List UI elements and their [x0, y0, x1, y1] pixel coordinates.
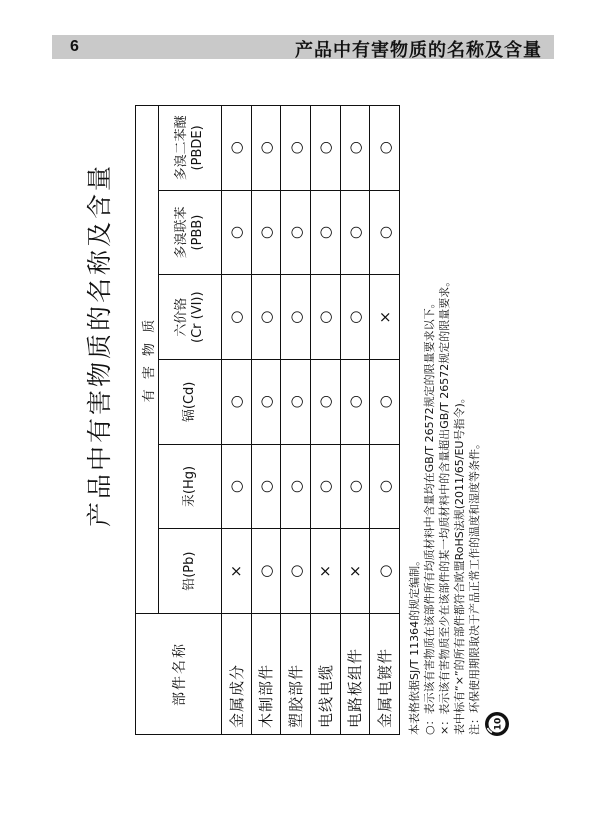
compliant-mark: ○	[310, 190, 340, 275]
logo-text: 10	[493, 717, 504, 731]
compliant-mark: ○	[340, 444, 370, 529]
compliant-mark: ○	[251, 360, 281, 445]
compliant-mark: ○	[251, 275, 281, 360]
part-name: 电路板组件	[340, 614, 370, 735]
page-number: 6	[70, 38, 79, 55]
compliant-mark: ○	[222, 360, 252, 445]
compliant-mark: ○	[370, 190, 400, 275]
substance-name: 铅(Pb)	[182, 551, 197, 591]
part-name: 木制部件	[251, 614, 281, 735]
notes	[407, 105, 467, 735]
table-row	[222, 106, 252, 735]
compliant-mark: ○	[340, 106, 370, 191]
substance-header	[159, 106, 222, 191]
substance-symbol: (PBB)	[190, 214, 205, 251]
substance-header	[159, 444, 222, 529]
epup-10-logo-icon	[484, 711, 510, 737]
table-row	[370, 106, 400, 735]
table-row	[281, 106, 311, 735]
part-name: 金属成分	[222, 614, 252, 735]
substance-name: 多溴联苯	[174, 206, 189, 259]
compliant-mark: ○	[222, 106, 252, 191]
compliant-mark: ○	[251, 529, 281, 614]
table-row	[251, 106, 281, 735]
substance-symbol: (PBDE)	[190, 125, 205, 171]
compliant-mark: ○	[340, 360, 370, 445]
compliant-mark: ○	[310, 275, 340, 360]
compliant-mark: ○	[281, 444, 311, 529]
substance-symbol: (Cr (VI))	[190, 291, 205, 343]
note-line: 本表格依据SJ/T 11364的规定编制。	[408, 554, 421, 735]
exceeds-mark: ×	[310, 529, 340, 614]
page-title: 产品中有害物质的名称及含量	[85, 163, 114, 528]
note-line: ○：表示该有害物质在该部件所有均质材料中含量均在GB/T 26572规定的限量要求以下。	[423, 297, 436, 735]
exceeds-mark: ×	[222, 529, 252, 614]
compliant-mark: ○	[222, 275, 252, 360]
substance-name: 镉(Cd)	[182, 381, 197, 423]
rotated-content	[80, 95, 520, 745]
substance-header	[159, 529, 222, 614]
substance-name: 六价铬	[174, 297, 189, 337]
compliant-mark: ○	[281, 360, 311, 445]
compliant-mark: ○	[222, 444, 252, 529]
compliant-mark: ○	[340, 190, 370, 275]
substance-header	[159, 190, 222, 275]
part-name: 电线电缆	[310, 614, 340, 735]
part-name: 塑胶部件	[281, 614, 311, 735]
hazardous-substance-table	[135, 105, 400, 735]
note-environmental: 注：环保使用期限取决于产品正常工作的温度和湿度等条件。	[468, 438, 481, 735]
compliant-mark: ○	[370, 529, 400, 614]
table-row	[310, 106, 340, 735]
compliant-mark: ○	[281, 529, 311, 614]
substance-group-header: 有 害 物 质	[136, 106, 159, 614]
header-title: 产品中有害物质的名称及含量	[295, 40, 542, 61]
substance-header	[159, 275, 222, 360]
part-name: 金属电镀件	[370, 614, 400, 735]
substance-name: 多溴二苯醚	[174, 115, 189, 181]
compliant-mark: ○	[370, 360, 400, 445]
compliant-mark: ○	[340, 275, 370, 360]
exceeds-mark: ×	[370, 275, 400, 360]
compliant-mark: ○	[310, 444, 340, 529]
compliant-mark: ○	[370, 106, 400, 191]
substance-header	[159, 360, 222, 445]
compliant-mark: ○	[370, 444, 400, 529]
compliant-mark: ○	[251, 106, 281, 191]
compliant-mark: ○	[281, 106, 311, 191]
part-name-header: 部件名称	[136, 614, 222, 735]
compliant-mark: ○	[251, 444, 281, 529]
note-line: ×：表示该有害物质至少在该部件的某一均质材料中的含量超出GB/T 26572规定的限量要求。	[438, 275, 451, 735]
substance-name: 汞(Hg)	[182, 465, 197, 508]
compliant-mark: ○	[310, 360, 340, 445]
compliant-mark: ○	[281, 275, 311, 360]
compliant-mark: ○	[251, 190, 281, 275]
table-row	[340, 106, 370, 735]
note-line: 表中标有“×”的所有部件都符合欧盟RoHS法规(2011/65/EU号指令)。	[453, 392, 466, 735]
exceeds-mark: ×	[340, 529, 370, 614]
compliant-mark: ○	[310, 106, 340, 191]
compliant-mark: ○	[281, 190, 311, 275]
table-body	[222, 106, 400, 735]
compliant-mark: ○	[222, 190, 252, 275]
